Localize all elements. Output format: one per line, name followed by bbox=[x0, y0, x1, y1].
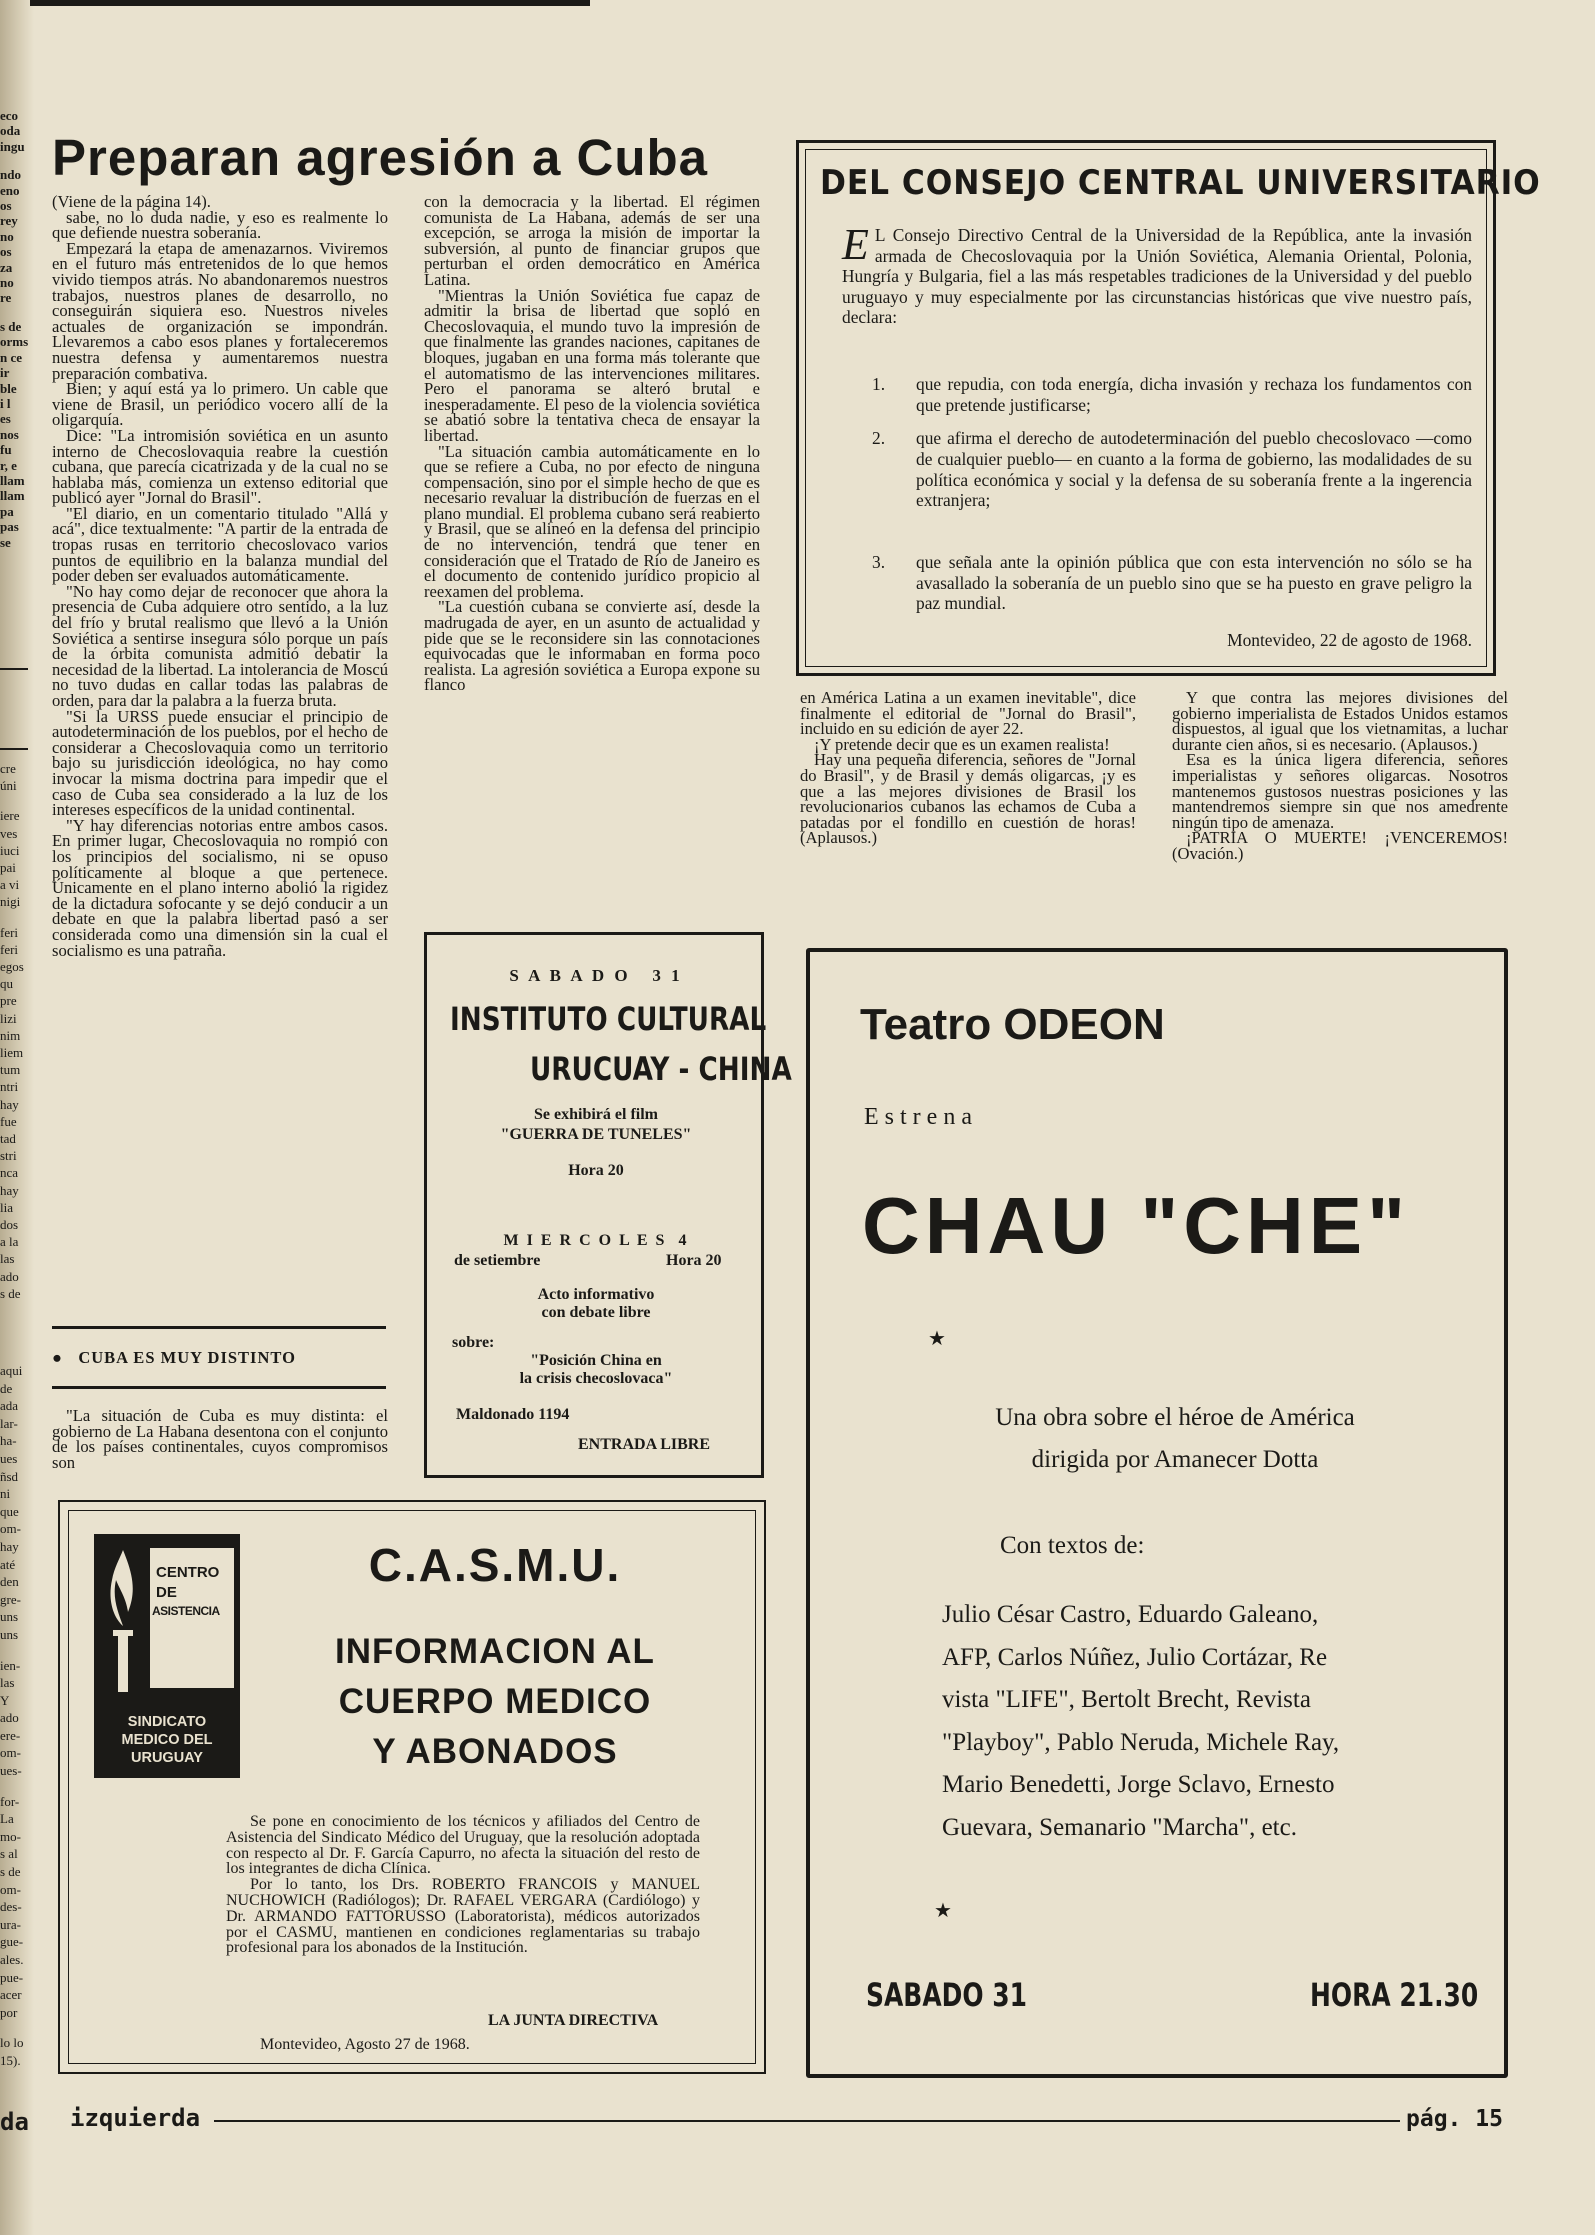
paragraph: sabe, no lo duda nadie, y eso es realmente lo que defiende nuestra soberanía. bbox=[52, 207, 388, 243]
edge-fragment: a la bbox=[0, 1234, 19, 1250]
edge-fragment: ndo bbox=[0, 167, 21, 183]
instituto-topic-label: sobre: bbox=[452, 1334, 495, 1351]
consejo-title: DEL CONSEJO CENTRAL UNIVERSITARIO bbox=[820, 163, 1541, 203]
odeon-description-2: dirigida por Amanecer Dotta bbox=[1031, 1446, 1319, 1473]
odeon-day: SABADO 31 bbox=[866, 1976, 1027, 2014]
instituto-act-2: con debate libre bbox=[541, 1304, 651, 1321]
edge-fragment bbox=[0, 794, 34, 807]
casmu-date: Montevideo, Agosto 27 de 1968. bbox=[260, 2036, 470, 2053]
paragraph: "Y hay diferencias notorias entre ambos casos. En primer lugar, Checoslovaquia no rompió con los principios del socialismo, ni se opuso políticamente al bloque a que pertenece. Únicamente en el plano interno abolió la rigidez de la dictadura sofocante y se dejó conducir a un debate en que la palabra libertad pasó a ser considerada como una dimensión sin la cual el socialismo es una patraña. bbox=[52, 815, 388, 960]
paragraph: "No hay como dejar de reconocer que ahora la presencia de Cuba adquiere otro sentido, a la luz del frío y brutal realismo que llevó a la Unión Soviética a sentirse insegura sólo porque un país de la órbita comunista admitió debatir la necesidad de la libertad. La intolerancia de Moscú no tuvo dudas en callar todas las palabras de orden, para dar la palabra a la fuerza bruta. bbox=[52, 581, 388, 710]
author-line: "Playboy", Pablo Neruda, Michele Ray, bbox=[942, 1728, 1340, 1756]
left-edge-fragments-lower bbox=[0, 1362, 34, 2070]
paragraph: "Mientras la Unión Soviética fue capaz de admitir la brisa de libertad que sopló en Checoslovaquia, el mundo tuvo la impresión de que finalmente las grandes naciones, capitanes de bloques, jugaban en una forma más tolerante que el automatismo de las intervenciones militares. Pero el panorama se alteró brutal e inesperadamente. El peso de la violencia soviética se abatió sobre la tentativa checa de ensayar la libertad. bbox=[424, 285, 760, 445]
edge-fragment: r, e bbox=[0, 457, 17, 473]
instituto-film-intro: Se exhibirá el film bbox=[534, 1106, 658, 1123]
edge-fragment: lo lo bbox=[0, 2035, 24, 2051]
paragraph: "El diario, en un comentario titulado "Allá y acá", dice textualmente: "A partir de la entrada de tropas rusas en territorio checoslovaco varios puntos de equilibrio en la balanza mundial del poder deben ser evaluados automáticamente. bbox=[52, 503, 388, 586]
top-edge-bar bbox=[30, 0, 590, 6]
edge-fragment: las bbox=[0, 1251, 15, 1267]
left-edge-fragments-top bbox=[0, 108, 34, 550]
casmu-signature: LA JUNTA DIRECTIVA bbox=[488, 2012, 659, 2029]
edge-fragment: nca bbox=[0, 1165, 19, 1181]
edge-fragment: acer bbox=[0, 1987, 22, 2003]
casmu-body-paragraph-1: Se pone en conocimiento de los técnicos y afiliados del Centro de Asistencia del Sindicato Médico del Uruguay, que la resolución adoptada con respecto al Dr. F. García Capurro, no afecta la situación del resto de los integrantes de dicha Clínica. bbox=[226, 1813, 700, 1878]
instituto-date-2: de setiembre bbox=[454, 1252, 541, 1269]
casmu-body bbox=[226, 1814, 700, 1956]
edge-fragment: pa bbox=[0, 503, 14, 519]
author-line: AFP, Carlos Núñez, Julio Cortázar, Re bbox=[942, 1643, 1328, 1671]
edge-fragment: ñsd bbox=[0, 1468, 19, 1484]
edge-fragment: stri bbox=[0, 1148, 17, 1164]
casmu-logo-bottom-1: SINDICATO bbox=[127, 1714, 207, 1730]
odeon-star-1: ★ bbox=[928, 1328, 946, 1350]
edge-fragment: que bbox=[0, 1503, 19, 1519]
edge-fragment: ues- bbox=[0, 1763, 22, 1779]
paragraph: Dice: "La intromisión soviética en un asunto interno de Checoslovaquia reabre la cuestión cubana, que parecía cicatrizada y de la cual no se hablaba más, comienza un extenso editorial que publicó ayer "Jornal do Brasil". bbox=[52, 425, 388, 508]
casmu-heading-3: Y ABONADOS bbox=[372, 1732, 618, 1771]
footer-page-number: pág. 15 bbox=[1406, 2106, 1503, 2132]
consejo-initial: E bbox=[842, 220, 869, 269]
edge-fragment: se bbox=[0, 534, 11, 550]
casmu-logo-top-1: CENTRO bbox=[156, 1564, 220, 1581]
edge-fragment: até bbox=[0, 1556, 16, 1572]
edge-fragment: no bbox=[0, 275, 14, 291]
instituto-act-1: Acto informativo bbox=[537, 1286, 655, 1303]
edge-fragment: om- bbox=[0, 1881, 21, 1897]
bullet-icon: ● bbox=[52, 1348, 79, 1367]
odeon-theatre: Teatro ODEON bbox=[860, 1000, 1165, 1049]
edge-fragment: s de bbox=[0, 1864, 21, 1880]
edge-fragment: pai bbox=[0, 860, 16, 876]
edge-fragment: des- bbox=[0, 1899, 22, 1915]
edge-fragment: orms bbox=[0, 334, 29, 350]
paragraph: ¡Y pretende decir que es un examen realista! bbox=[814, 734, 1110, 754]
edge-fragment: aqui bbox=[0, 1363, 23, 1378]
odeon-texts-label: Con textos de: bbox=[1000, 1532, 1145, 1559]
edge-fragment: nim bbox=[0, 1027, 21, 1043]
author-line: vista "LIFE", Bertolt Brecht, Revista bbox=[942, 1686, 1311, 1714]
paragraph: con la democracia y la libertad. El régimen comunista de La Habana, además de ser una excepción, se arroga la misión de importar la subversión, al punto de financiar grupos que perturban el orden democrático en América Latina. bbox=[424, 192, 760, 289]
edge-fragment: ada bbox=[0, 1398, 19, 1414]
edge-fragment: iere bbox=[0, 808, 20, 824]
edge-fragment: ntri bbox=[0, 1079, 19, 1095]
instituto-topic-1: "Posición China en bbox=[530, 1352, 662, 1369]
edge-fragment: iuci bbox=[0, 842, 20, 858]
edge-fragment: no bbox=[0, 228, 14, 244]
odeon-authors bbox=[942, 1594, 1462, 1850]
edge-fragment: s de bbox=[0, 1285, 21, 1301]
edge-fragment: den bbox=[0, 1574, 19, 1590]
edge-fragment: cre bbox=[0, 761, 16, 776]
subhead: ● CUBA ES MUY DISTINTO bbox=[52, 1348, 296, 1367]
edge-fragment: gre- bbox=[0, 1591, 21, 1607]
paragraph: Empezará la etapa de amenazarnos. Viviremos en el futuro más entretenidos de lo que hemos vivido tiempos atrás. No abandonaremos nuestros trabajos, nuestros planes de desarrollo, no conseguirán siquiera eso. Nuestros niveles actuales de organización se impondrán. Llevaremos a cabo esos planes y fortaleceremos nuestra defensa y aumentaremos nuestra preparación combativa. bbox=[52, 238, 388, 383]
instituto-name-1: INSTITUTO CULTURAL bbox=[450, 1000, 767, 1038]
edge-fragment: qu bbox=[0, 976, 13, 992]
edge-fragment: pas bbox=[0, 519, 19, 535]
edge-fragment: za bbox=[0, 259, 13, 275]
edge-fragment bbox=[0, 911, 34, 924]
edge-fragment: s de bbox=[0, 318, 22, 334]
edge-fragment: ble bbox=[0, 380, 17, 396]
edge-fragment: por bbox=[0, 2004, 18, 2020]
edge-fragment: dos bbox=[0, 1217, 19, 1233]
edge-fragment: ura- bbox=[0, 1916, 21, 1932]
edge-fragment: de bbox=[0, 1380, 13, 1396]
paragraph: "La situación cambia automáticamente en lo que se refiere a Cuba, no por efecto de ninguna compensación, sino por el simple hecho de que es necesario revaluar la distribución de fuerzas en el plano mundial. El problema cubano será reabierto y Brasil, que se alineó en la defensa del principio de no intervención, tendrá que tener en consideración que el Tratado de Río de Janeiro es el documento de contenido jurídico propicio al reexamen del problema. bbox=[424, 441, 760, 601]
paragraph: Esa es la única ligera diferencia, señores imperialistas y señores oligarcas. Nosotros mantenemos gustosos nuestras posiciones y las mantendremos siempre sin que nos amedrente ningún tipo de amenaza. bbox=[1172, 750, 1508, 832]
edge-fragment: pue- bbox=[0, 1969, 24, 1985]
instituto-address: Maldonado 1194 bbox=[456, 1406, 570, 1423]
edge-fragment: om- bbox=[0, 1521, 21, 1537]
author-line: Julio César Castro, Eduardo Galeano, bbox=[942, 1601, 1319, 1628]
edge-fragment: ues bbox=[0, 1450, 18, 1466]
edge-fragment: La bbox=[0, 1811, 14, 1827]
edge-fragment: os bbox=[0, 198, 12, 214]
left-edge-rule-2 bbox=[0, 748, 28, 750]
article-column-2 bbox=[424, 194, 760, 693]
paragraph: Y que contra las mejores divisiones del gobierno imperialista de Estados Unidos estamos dispuestos, al igual que los vietnamitas, a luchar durante cien años, si es necesario. (Aplausos.) bbox=[1172, 688, 1508, 754]
flame-icon bbox=[104, 1546, 142, 1696]
casmu-heading-2: CUERPO MEDICO bbox=[338, 1682, 652, 1721]
edge-fragment: os bbox=[0, 244, 12, 260]
paragraph: Bien; y aquí está ya lo primero. Un cable que viene de Brasil, un periódico vocero allí de la oligarquía. bbox=[52, 379, 388, 430]
casmu-body-paragraph-2: Por lo tanto, los Drs. ROBERTO FRANCOIS y MANUEL NUCHOWICH (Radiólogos); Dr. RAFAEL VERGARA (Cardiólogo) y Dr. ARMANDO FATTORUSSO (Laboratorista), médicos autorizados por el CASMU, mantienen en condiciones reglamentarias su trabajo profesional para los abonados de la Institución. bbox=[226, 1876, 700, 1957]
edge-fragment: ir bbox=[0, 365, 10, 381]
edge-fragment: ves bbox=[0, 825, 18, 841]
edge-fragment: eno bbox=[0, 182, 20, 198]
author-line: Guevara, Semanario "Marcha", etc. bbox=[942, 1813, 1297, 1841]
edge-fragment: egos bbox=[0, 959, 24, 975]
left-edge-rule bbox=[0, 668, 28, 670]
article-headline: Preparan agresión a Cuba bbox=[52, 129, 709, 186]
edge-fragment: oda bbox=[0, 123, 21, 139]
paragraph: (Viene de la página 14). bbox=[52, 192, 211, 211]
author-line: Mario Benedetti, Jorge Sclavo, Ernesto bbox=[942, 1771, 1335, 1799]
subhead-rule-top bbox=[52, 1326, 386, 1329]
edge-fragment: llam bbox=[0, 488, 25, 504]
edge-fragment: pre bbox=[0, 993, 17, 1009]
edge-fragment: es bbox=[0, 411, 11, 427]
casmu-logo-bottom-3: URUGUAY bbox=[131, 1750, 203, 1766]
casmu-logo-top-3: ASISTENCIA bbox=[152, 1604, 220, 1618]
odeon-time: HORA 21.30 bbox=[1310, 1976, 1479, 2014]
subhead-rule-bottom bbox=[52, 1386, 386, 1389]
edge-fragment: gue- bbox=[0, 1934, 24, 1950]
edge-fragment: nos bbox=[0, 426, 19, 442]
article-column-4 bbox=[1172, 690, 1508, 862]
instituto-film-title: "GUERRA DE TUNELES" bbox=[500, 1126, 692, 1143]
edge-fragment: re bbox=[0, 290, 12, 306]
instituto-day: S A B A D O 3 1 bbox=[509, 966, 683, 985]
edge-fragment: s al bbox=[0, 1846, 18, 1862]
left-edge-fragments-middle bbox=[0, 760, 34, 1302]
edge-fragment: ien- bbox=[0, 1657, 21, 1673]
edge-fragment: lar- bbox=[0, 1415, 18, 1431]
edge-fragment: lia bbox=[0, 1199, 13, 1215]
edge-fragment: nigi bbox=[0, 894, 21, 910]
edge-fragment bbox=[0, 154, 34, 167]
edge-fragment bbox=[0, 2021, 34, 2034]
edge-fragment: uns bbox=[0, 1609, 19, 1625]
edge-fragment: uns bbox=[0, 1626, 19, 1642]
edge-fragment: ere- bbox=[0, 1727, 21, 1743]
edge-fragment: n ce bbox=[0, 349, 23, 365]
instituto-time-2: Hora 20 bbox=[666, 1252, 722, 1269]
casmu-logo bbox=[94, 1534, 240, 1778]
edge-fragment: úni bbox=[0, 778, 17, 794]
edge-fragment: i l bbox=[0, 395, 11, 411]
edge-fragment bbox=[0, 306, 34, 319]
paragraph: en América Latina a un examen inevitable", dice finalmente el editorial de "Jornal do Brasil", incluido en su edición de ayer 22. bbox=[800, 688, 1136, 739]
consejo-item-1: 1. que repudia, con toda energía, dicha invasión y rechaza los fundamentos con que pretende justificarse; bbox=[872, 374, 1472, 415]
edge-fragment: hay bbox=[0, 1096, 19, 1112]
edge-fragment: hay bbox=[0, 1538, 19, 1554]
consejo-signature: Montevideo, 22 de agosto de 1968. bbox=[1227, 630, 1472, 650]
article-column-3 bbox=[800, 690, 1136, 846]
edge-fragment: feri bbox=[0, 941, 19, 957]
edge-fragment: ni bbox=[0, 1486, 11, 1502]
odeon-description-1: Una obra sobre el héroe de América bbox=[995, 1404, 1355, 1431]
edge-fragment: ingu bbox=[0, 138, 25, 154]
casmu-logo-bottom-2: MEDICO DEL bbox=[121, 1732, 213, 1748]
odeon-premiere: E s t r e n a bbox=[864, 1104, 972, 1130]
casmu-logo-top-2: DE bbox=[156, 1584, 177, 1601]
instituto-day-2: M I E R C O L E S 4 bbox=[503, 1232, 689, 1249]
article-column-1 bbox=[52, 194, 388, 958]
edge-fragment: Y bbox=[0, 1692, 10, 1708]
paragraph: ¡PATRIA O MUERTE! ¡VENCEREMOS! (Ovación.) bbox=[1172, 828, 1508, 863]
edge-fragment bbox=[0, 1644, 34, 1657]
footer-publication: izquierda bbox=[70, 2104, 201, 2132]
edge-fragment: a vi bbox=[0, 877, 20, 893]
edge-fragment: eco bbox=[0, 108, 19, 123]
casmu-heading-1: INFORMACION AL bbox=[335, 1632, 655, 1671]
edge-fragment: ales. bbox=[0, 1952, 24, 1967]
edge-fragment: liem bbox=[0, 1045, 24, 1061]
edge-fragment: lizi bbox=[0, 1010, 17, 1026]
paragraph: "La cuestión cubana se convierte así, desde la madrugada de ayer, en un asunto de actualidad y pide que se le reconsidere sin las connotaciones equivocadas que le informaban en forma poco realista. La agresión soviética a Europa expone su flanco bbox=[424, 597, 760, 695]
edge-fragment: hay bbox=[0, 1182, 19, 1198]
instituto-entry: ENTRADA LIBRE bbox=[578, 1436, 711, 1453]
consejo-item-3: 3. que señala ante la opinión pública que con esta intervención no sólo se ha avasallado la soberanía de un pueblo sino que se ha puesto en grave peligro la paz mundial. bbox=[872, 552, 1472, 613]
paragraph: Hay una pequeña diferencia, señores de "Jornal do Brasil", y de Brasil y demás oligarcas, ¡y es que a las mejores divisiones de Brasil los revolucionarios cubanos las echamos de Cuba a patadas por el fondillo en cuestión de horas! (Aplausos.) bbox=[800, 750, 1136, 848]
instituto-film-time: Hora 20 bbox=[568, 1162, 624, 1179]
edge-fragment: fu bbox=[0, 442, 12, 458]
edge-fragment: llam bbox=[0, 472, 25, 488]
consejo-intro: E L Consejo Directivo Central de la Universidad de la República, ante la invasión armada de Checoslovaquia por la Unión Soviética, Alemania Oriental, Polonia, Hungría y Bulgaria, fiel a las más respetables tradiciones de la Universidad y del pueblo uruguayo y muy especialmente por las circunstancias históricas que vive nuestro país, declara: bbox=[842, 220, 1472, 327]
edge-fragment: feri bbox=[0, 924, 19, 940]
consejo-item-2: 2. que afirma el derecho de autodeterminación del pueblo checoslovaco —como de cualquier pueblo— en cuanto a la forma de gobierno, las modalidades de su política económica y social y la defensa de su soberanía frente a la ingerencia extranjera; bbox=[872, 428, 1472, 511]
paragraph: "Si la URSS puede ensuciar el principio de autodeterminación de los pueblos, por el hecho de considerar a Checoslovaquia como un territorio bajo su jurisdicción ideológica, no hay como invocar la misma doctrina para impedir que el caso de Cuba sea considerado a la luz de los intereses específicos de la unidad continental. bbox=[52, 706, 388, 820]
edge-fragment: ado bbox=[0, 1268, 19, 1284]
edge-fragment: fue bbox=[0, 1113, 17, 1129]
edge-fragment: tum bbox=[0, 1062, 21, 1078]
odeon-title: CHAU "CHE" bbox=[862, 1181, 1411, 1270]
footer-rule bbox=[214, 2120, 1400, 2122]
edge-fragment: ado bbox=[0, 1710, 19, 1726]
instituto-topic-2: la crisis checoslovaca" bbox=[519, 1370, 673, 1387]
edge-fragment: tad bbox=[0, 1131, 16, 1147]
edge-fragment: om- bbox=[0, 1745, 21, 1761]
instituto-name-2: URUCUAY - CHINA bbox=[530, 1050, 792, 1088]
edge-fragment: las bbox=[0, 1675, 15, 1691]
edge-fragment: rey bbox=[0, 213, 18, 229]
edge-fragment: ha- bbox=[0, 1433, 17, 1449]
edge-fragment: for- bbox=[0, 1793, 20, 1809]
edge-fragment: mo- bbox=[0, 1828, 21, 1844]
article-column-1-continued: "La situación de Cuba es muy distinta: el gobierno de La Habana desentona con el conjunto de los países continentales, cuyos compromisos son bbox=[52, 1406, 388, 1472]
edge-fragment: 15). bbox=[0, 2052, 21, 2068]
odeon-star-2: ★ bbox=[934, 1900, 952, 1922]
casmu-title: C.A.S.M.U. bbox=[368, 1539, 622, 1591]
edge-fragment bbox=[0, 1780, 34, 1793]
left-edge-footer: da bbox=[0, 2108, 29, 2136]
